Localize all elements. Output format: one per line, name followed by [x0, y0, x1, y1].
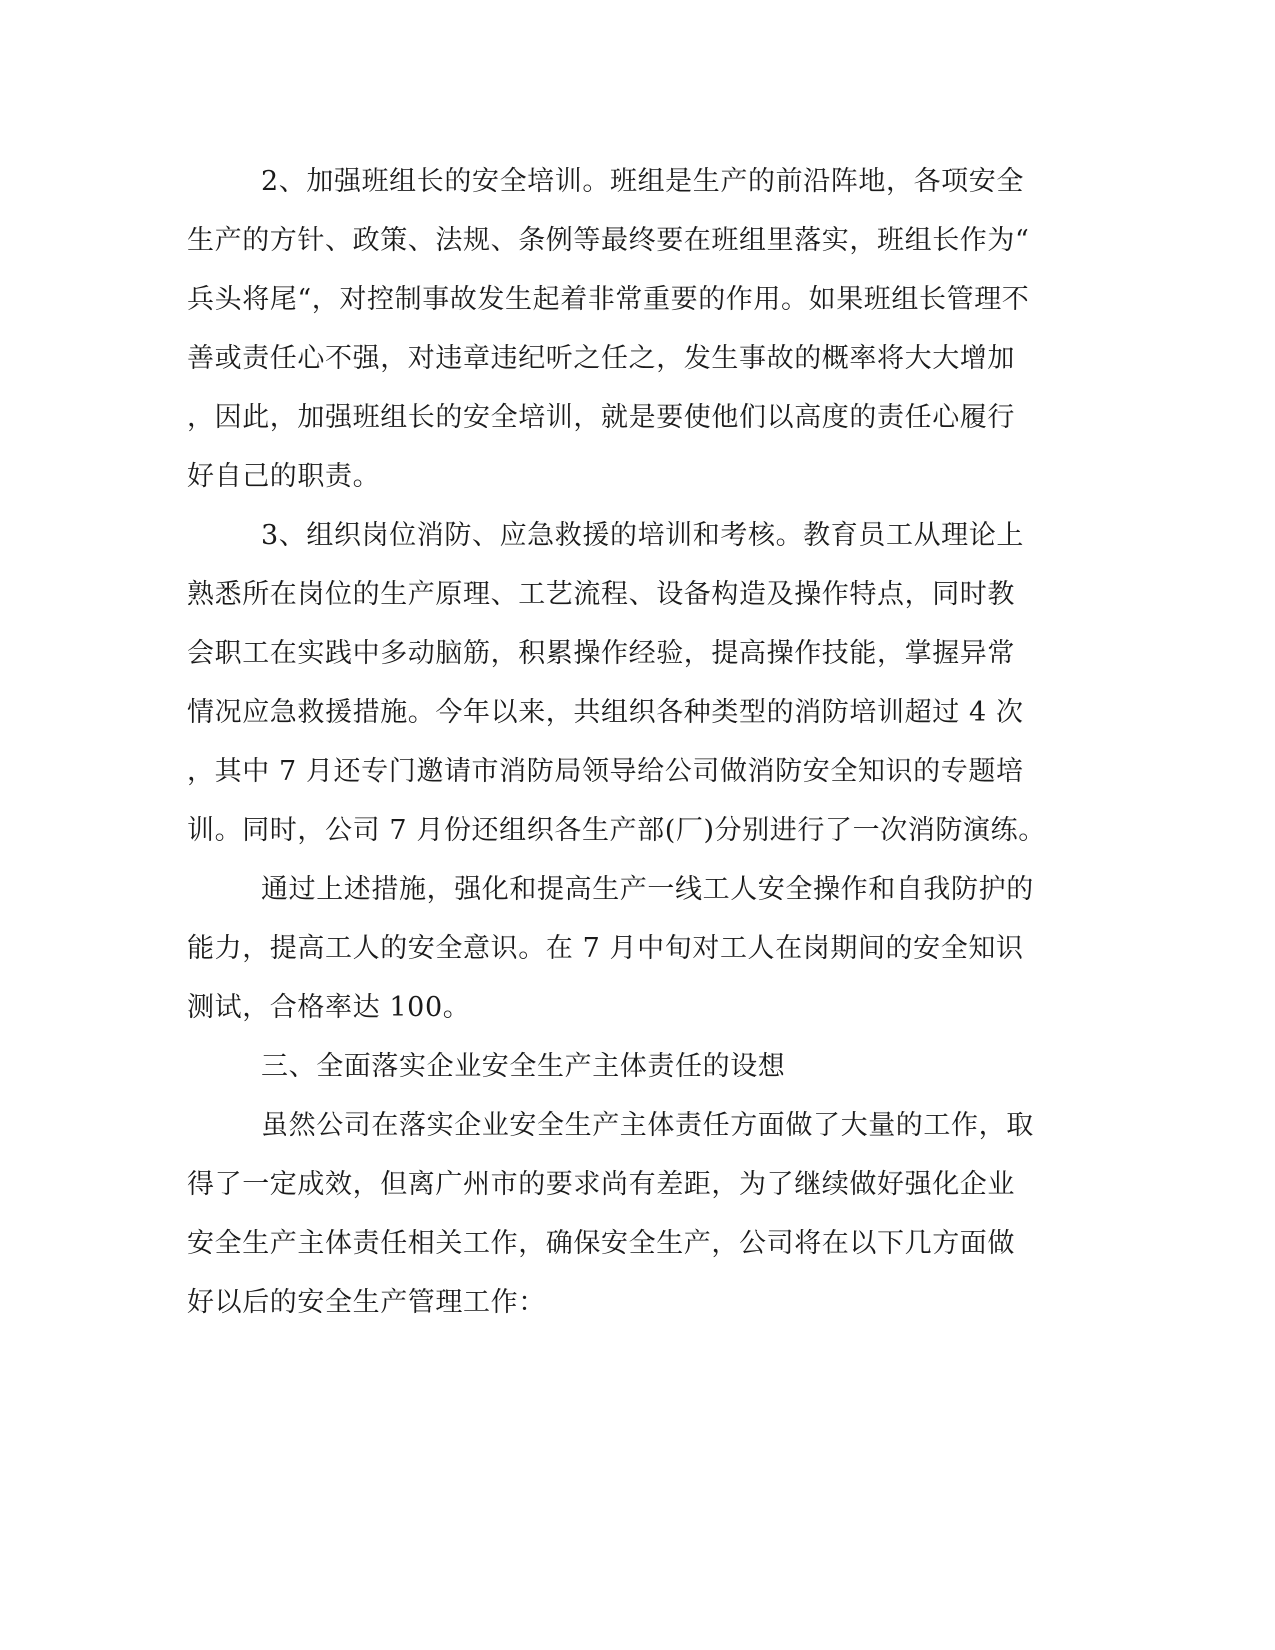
- text-line: 训。同时，公司 7 月份还组织各生产部(厂)分别进行了一次消防演练。: [187, 815, 1046, 846]
- text-line: 通过上述措施，强化和提高生产一线工人安全操作和自我防护的: [261, 874, 1034, 905]
- text-line: 2、加强班组长的安全培训。班组是生产的前沿阵地，各项安全: [261, 166, 1024, 197]
- text-line: 得了一定成效，但离广州市的要求尚有差距，为了继续做好强化企业: [187, 1169, 1015, 1200]
- text-line: 三、全面落实企业安全生产主体责任的设想: [261, 1051, 786, 1082]
- text-line: 虽然公司在落实企业安全生产主体责任方面做了大量的工作，取: [261, 1110, 1034, 1141]
- text-line: 生产的方针、政策、法规、条例等最终要在班组里落实，班组长作为“: [187, 225, 1030, 256]
- text-line: 善或责任心不强，对违章违纪听之任之，发生事故的概率将大大增加: [187, 343, 1015, 374]
- text-line: 好以后的安全生产管理工作：: [187, 1287, 546, 1318]
- text-line: 兵头将尾“，对控制事故发生起着非常重要的作用。如果班组长管理不: [187, 284, 1030, 315]
- text-line: 能力，提高工人的安全意识。在 7 月中旬对工人在岗期间的安全知识: [187, 933, 1024, 964]
- text-line: ，因此，加强班组长的安全培训，就是要使他们以高度的责任心履行: [187, 402, 1015, 433]
- text-line: 会职工在实践中多动脑筋，积累操作经验，提高操作技能，掌握异常: [187, 638, 1015, 669]
- text-line: ，其中 7 月还专门邀请市消防局领导给公司做消防安全知识的专题培: [187, 756, 1024, 787]
- text-line: 好自己的职责。: [187, 461, 381, 492]
- text-line: 安全生产主体责任相关工作，确保安全生产，公司将在以下几方面做: [187, 1228, 1015, 1259]
- document-body: [187, 152, 1067, 1332]
- text-line: 熟悉所在岗位的生产原理、工艺流程、设备构造及操作特点，同时教: [187, 579, 1015, 610]
- text-line: 3、组织岗位消防、应急救援的培训和考核。教育员工从理论上: [261, 520, 1024, 551]
- text-line: 测试，合格率达 100。: [187, 992, 471, 1023]
- text-line: 情况应急救援措施。今年以来，共组织各种类型的消防培训超过 4 次: [187, 697, 1024, 728]
